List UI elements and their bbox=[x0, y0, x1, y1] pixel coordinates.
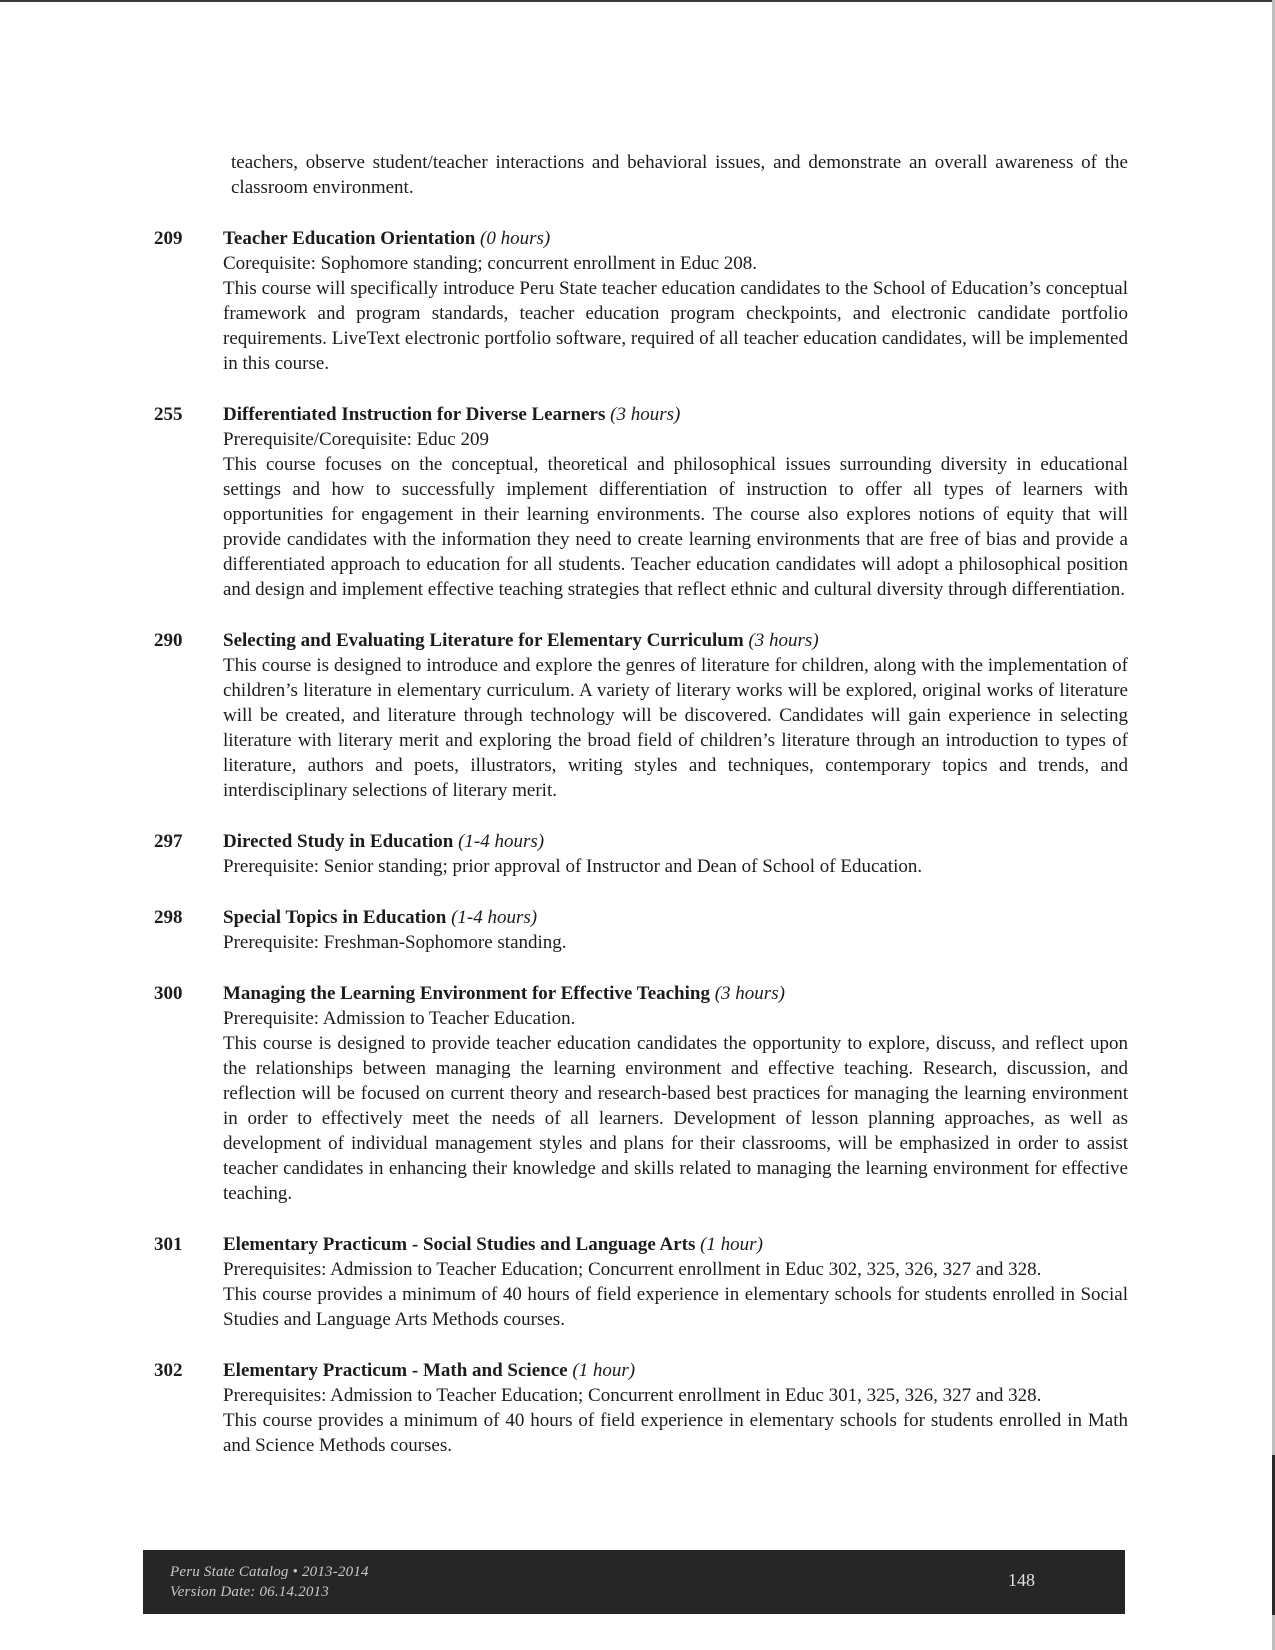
course-list bbox=[150, 226, 1128, 1458]
course-heading bbox=[223, 829, 1128, 854]
course-body bbox=[223, 1358, 1128, 1458]
course-entry bbox=[150, 829, 1128, 879]
course-requirement: Prerequisites: Admission to Teacher Education; Concurrent enrollment in Educ 302, 325, 326, 327 and 328. bbox=[223, 1259, 1042, 1280]
course-number: 297 bbox=[154, 831, 183, 852]
course-requirement: Prerequisites: Admission to Teacher Education; Concurrent enrollment in Educ 301, 325, 326, 327 and 328. bbox=[223, 1385, 1042, 1406]
course-body bbox=[223, 226, 1128, 376]
course-entry bbox=[150, 1232, 1128, 1332]
course-hours: (1 hour) bbox=[572, 1360, 636, 1381]
course-number: 209 bbox=[154, 228, 183, 249]
course-entry bbox=[150, 1358, 1128, 1458]
scan-edge-top bbox=[0, 0, 1275, 2]
course-hours: (3 hours) bbox=[610, 404, 681, 425]
course-requirement: Prerequisite: Freshman-Sophomore standing. bbox=[223, 932, 567, 953]
course-heading bbox=[223, 402, 1128, 427]
footer-version-date: Version Date: 06.14.2013 bbox=[170, 1584, 329, 1600]
course-title: Directed Study in Education bbox=[223, 831, 454, 852]
course-description: This course is designed to provide teacher education candidates the opportunity to explore, discuss, and reflect upon the relationships between managing the learning environment and effective teaching. Research, discussion, and reflection will be focused on current theory and research-based best practices for managing the learning environment in order to effectively meet the needs of all learners. Development of lesson planning approaches, as well as development of individual management styles and plans for their classrooms, will be emphasized in order to assist teacher candidates in enhancing their knowledge and skills related to managing the learning environment for effective teaching. bbox=[223, 1033, 1128, 1204]
course-entry bbox=[150, 628, 1128, 803]
course-heading bbox=[223, 226, 1128, 251]
course-requirement: Corequisite: Sophomore standing; concurrent enrollment in Educ 208. bbox=[223, 253, 758, 274]
course-hours: (1 hour) bbox=[700, 1234, 763, 1255]
course-title: Special Topics in Education bbox=[223, 907, 447, 928]
page-number: 148 bbox=[1008, 1570, 1035, 1590]
course-title: Selecting and Evaluating Literature for Elementary Curriculum bbox=[223, 630, 744, 651]
footer-catalog-info bbox=[170, 1562, 369, 1602]
course-number: 302 bbox=[154, 1360, 183, 1381]
course-requirement: Prerequisite: Senior standing; prior approval of Instructor and Dean of School of Education. bbox=[223, 856, 923, 877]
page-content bbox=[150, 150, 1128, 1458]
course-entry bbox=[150, 402, 1128, 602]
course-body bbox=[223, 628, 1128, 803]
course-body bbox=[223, 905, 1128, 955]
course-heading bbox=[223, 1358, 1128, 1383]
course-heading bbox=[223, 981, 1128, 1006]
intro-text: teachers, observe student/teacher interactions and behavioral issues, and demonstrate an overall awareness of the classroom environment. bbox=[231, 152, 1128, 198]
course-description: This course will specifically introduce Peru State teacher education candidates to the School of Education’s conceptual framework and program standards, teacher education program checkpoints, and electronic candidate portfolio requirements. LiveText electronic portfolio software, required of all teacher education candidates, will be implemented in this course. bbox=[223, 278, 1128, 374]
course-hours: (1-4 hours) bbox=[451, 907, 538, 928]
course-entry bbox=[150, 226, 1128, 376]
page-footer bbox=[143, 1550, 1125, 1614]
course-heading bbox=[223, 628, 1128, 653]
course-title: Elementary Practicum - Social Studies and Language Arts bbox=[223, 1234, 696, 1255]
course-number: 300 bbox=[154, 983, 183, 1004]
course-body bbox=[223, 402, 1128, 602]
course-requirement: Prerequisite/Corequisite: Educ 209 bbox=[223, 429, 489, 450]
course-hours: (1-4 hours) bbox=[458, 831, 545, 852]
course-description: This course provides a minimum of 40 hours of field experience in elementary schools for students enrolled in Math and Science Methods courses. bbox=[223, 1410, 1128, 1456]
course-hours: (3 hours) bbox=[748, 630, 819, 651]
course-entry bbox=[150, 905, 1128, 955]
course-title: Teacher Education Orientation bbox=[223, 228, 476, 249]
course-title: Managing the Learning Environment for Effective Teaching bbox=[223, 983, 710, 1004]
course-heading bbox=[223, 1232, 1128, 1257]
course-title: Elementary Practicum - Math and Science bbox=[223, 1360, 568, 1381]
course-number: 301 bbox=[154, 1234, 183, 1255]
course-number: 290 bbox=[154, 630, 183, 651]
course-number: 298 bbox=[154, 907, 183, 928]
course-title: Differentiated Instruction for Diverse Learners bbox=[223, 404, 606, 425]
course-hours: (0 hours) bbox=[480, 228, 551, 249]
course-number: 255 bbox=[154, 404, 183, 425]
course-body bbox=[223, 981, 1128, 1206]
course-description: This course provides a minimum of 40 hours of field experience in elementary schools for students enrolled in Social Studies and Language Arts Methods courses. bbox=[223, 1284, 1128, 1330]
course-heading bbox=[223, 905, 1128, 930]
course-entry bbox=[150, 981, 1128, 1206]
course-description: This course is designed to introduce and explore the genres of literature for children, along with the implementation of children’s literature in elementary curriculum. A variety of literary works will be explored, original works of literature will be created, and literature through technology will be discovered. Candidates will gain experience in selecting literature with literary merit and exploring the broad field of children’s literature through an introduction to types of literature, authors and poets, illustrators, writing styles and techniques, contemporary topics and trends, and interdisciplinary selections of literary merit. bbox=[223, 655, 1128, 801]
course-description: This course focuses on the conceptual, theoretical and philosophical issues surrounding diversity in educational settings and how to successfully implement differentiation of instruction to offer all types of learners with opportunities for engagement in their learning environments. The course also explores notions of equity that will provide candidates with the information they need to create learning environments that are free of bias and provide a differentiated approach to education for all students. Teacher education candidates will adopt a philosophical position and design and implement effective teaching strategies that reflect ethnic and cultural diversity through differentiation. bbox=[223, 454, 1128, 600]
course-body bbox=[223, 1232, 1128, 1332]
course-hours: (3 hours) bbox=[714, 983, 785, 1004]
course-requirement: Prerequisite: Admission to Teacher Education. bbox=[223, 1008, 576, 1029]
footer-catalog-title: Peru State Catalog • 2013-2014 bbox=[170, 1564, 369, 1580]
course-body bbox=[223, 829, 1128, 879]
